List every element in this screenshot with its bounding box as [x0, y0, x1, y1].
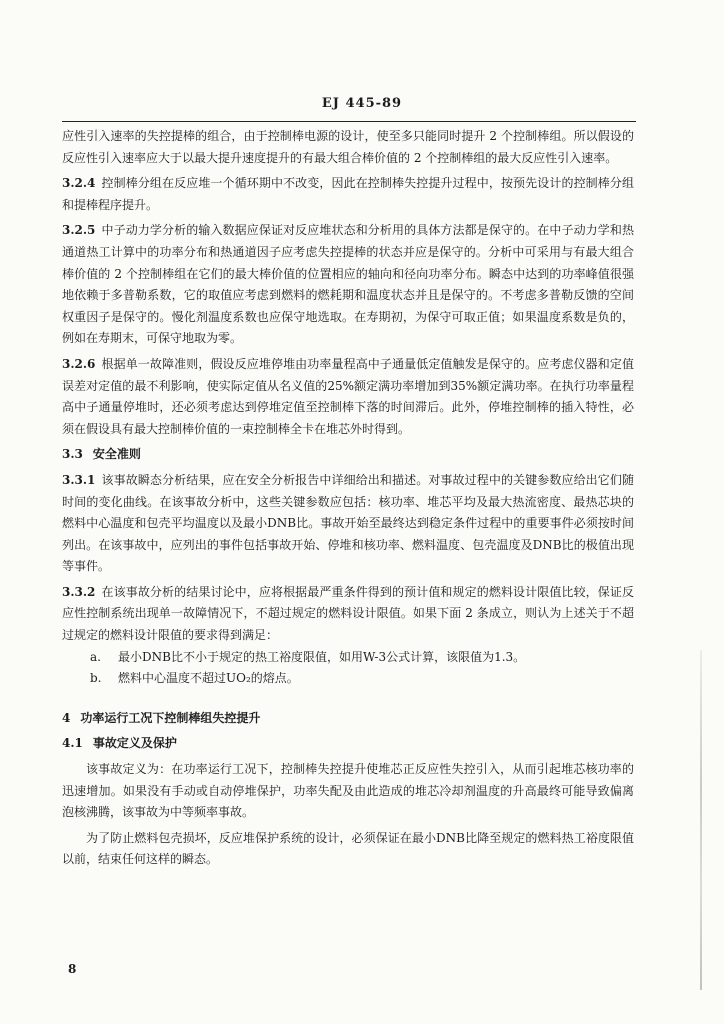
numbered-clause — [62, 582, 634, 647]
paragraph-text: 为了防止燃料包壳损坏，反应堆保护系统的设计，必须保证在最小DNB比降至规定的燃料热工裕度限值以前，结束任何这样的瞬态。 — [62, 830, 634, 867]
section-spacer — [62, 690, 634, 704]
clause-text: 燃料中心温度不超过UO₂的熔点。 — [118, 671, 299, 686]
numbered-clause — [62, 470, 634, 578]
document-body — [62, 126, 634, 871]
heading-text: 事故定义及保护 — [92, 736, 177, 751]
list-item — [62, 668, 634, 690]
numbered-clause — [62, 173, 634, 216]
section-heading — [62, 733, 634, 755]
page-number: 8 — [68, 962, 77, 976]
clause-text: 在该事故分析的结果讨论中，应将根据最严重条件得到的预计值和规定的燃料设计限值比较，保证反应性控制系统出现单一故障情况下，不超过规定的燃料设计限值。如果下面 2 条成立，则认为上述关于不超过规定的燃料设计限值的要求得到满足： — [62, 584, 634, 643]
section-heading — [62, 708, 634, 730]
heading-text: 功率运行工况下控制棒组失控提升 — [80, 710, 261, 725]
scan-edge-shadow — [700, 650, 702, 990]
numbered-clause — [62, 354, 634, 440]
clause-number: 3.3 — [62, 447, 83, 462]
list-item — [62, 647, 634, 669]
clause-number: 3.3.1 — [62, 472, 96, 487]
clause-number: 4.1 — [62, 736, 83, 751]
clause-number: 3.2.4 — [62, 176, 96, 191]
clause-number: 4 — [62, 710, 71, 725]
list-marker: a. — [90, 649, 101, 664]
clause-number: 3.3.2 — [62, 584, 96, 599]
clause-text: 该事故瞬态分析结果，应在安全分析报告中详细给出和描述。对事故过程中的关键参数应给出它们随时间的变化曲线。在该事故分析中，这些关键参数应包括：核功率、堆芯平均及最大热流密度、最热芯块的燃料中心温度和包壳平均温度以及最小DNB比。事故开始至最终达到稳定条件过程中的重要事件必须按时间列出。在该事故中，应列出的事件包括事故开始、停堆和核功率、燃料温度、包壳温度及DNB比的极值出现等事件。 — [62, 472, 634, 574]
page-header-code: EJ 445-89 — [321, 96, 403, 111]
paragraph-text: 应性引入速率的失控提棒的组合，由于控制棒电源的设计，使至多只能同时提升 2 个控制棒组。所以假设的反应性引入速率应大于以最大提升速度提升的有最大组合棒价值的 2 个控制棒组的最大反应性引入速率。 — [62, 129, 634, 165]
clause-text: 控制棒分组在反应堆一个循环期中不改变，因此在控制棒失控提升过程中，按预先设计的控制棒分组和提棒程序提升。 — [62, 176, 634, 212]
section-heading — [62, 444, 634, 466]
numbered-clause — [62, 220, 634, 350]
clause-number: 3.2.6 — [62, 356, 96, 371]
header-rule — [62, 121, 636, 122]
heading-text: 安全准则 — [92, 447, 141, 462]
clause-text: 根据单一故障准则，假设反应堆停堆由功率量程高中子通量低定值触发是保守的。应考虑仪器和定值误差对定值的最不利影响，使实际定值从名义值的25%额定满功率增加到35%额定满功率。在执行功率量程高中子通量停堆时，还必须考虑达到停堆定值至控制棒下落的时间滞后。此外，停堆控制棒的插入特性，必须在假设具有最大控制棒价值的一束控制棒全卡在堆芯外时得到。 — [62, 356, 634, 436]
clause-number: 3.2.5 — [62, 223, 96, 238]
paragraph-text: 该事故定义为：在功率运行工况下，控制棒失控提升使堆芯正反应性失控引入，从而引起堆芯核功率的迅速增加。如果没有手动或自动停堆保护，功率失配及由此造成的堆芯冷却剂温度的升高最终可能导致偏离泡核沸腾，该事故为中等频率事故。 — [62, 762, 634, 820]
paragraph — [62, 126, 634, 169]
clause-text: 最小DNB比不小于规定的热工裕度限值，如用W-3公式计算，该限值为1.3。 — [118, 649, 526, 664]
clause-text: 中子动力学分析的输入数据应保证对反应堆状态和分析用的具体方法都是保守的。在中子动力学和热通道热工计算中的功率分布和热通道因子应考虑失控提棒的状态并应是保守的。分析中可采用与有最大组合棒价值的 2 个控制棒组在它们的最大棒价值的位置相应的轴向和径向功率分布。瞬态中达到的功率峰值很强地依赖于多普勒系数，它的取值应考虑到燃料的燃耗期和温度状态并且是保守的。不考虑多普勒反馈的空间权重因子是保守的。慢化剂温度系数也应保守地选取。在寿期初，为保守可取正值；如果温度系数是负的，例如在寿期末，可保守地取为零。 — [62, 223, 634, 346]
list-marker: b. — [90, 671, 102, 686]
paragraph — [62, 759, 634, 824]
paragraph — [62, 828, 634, 871]
